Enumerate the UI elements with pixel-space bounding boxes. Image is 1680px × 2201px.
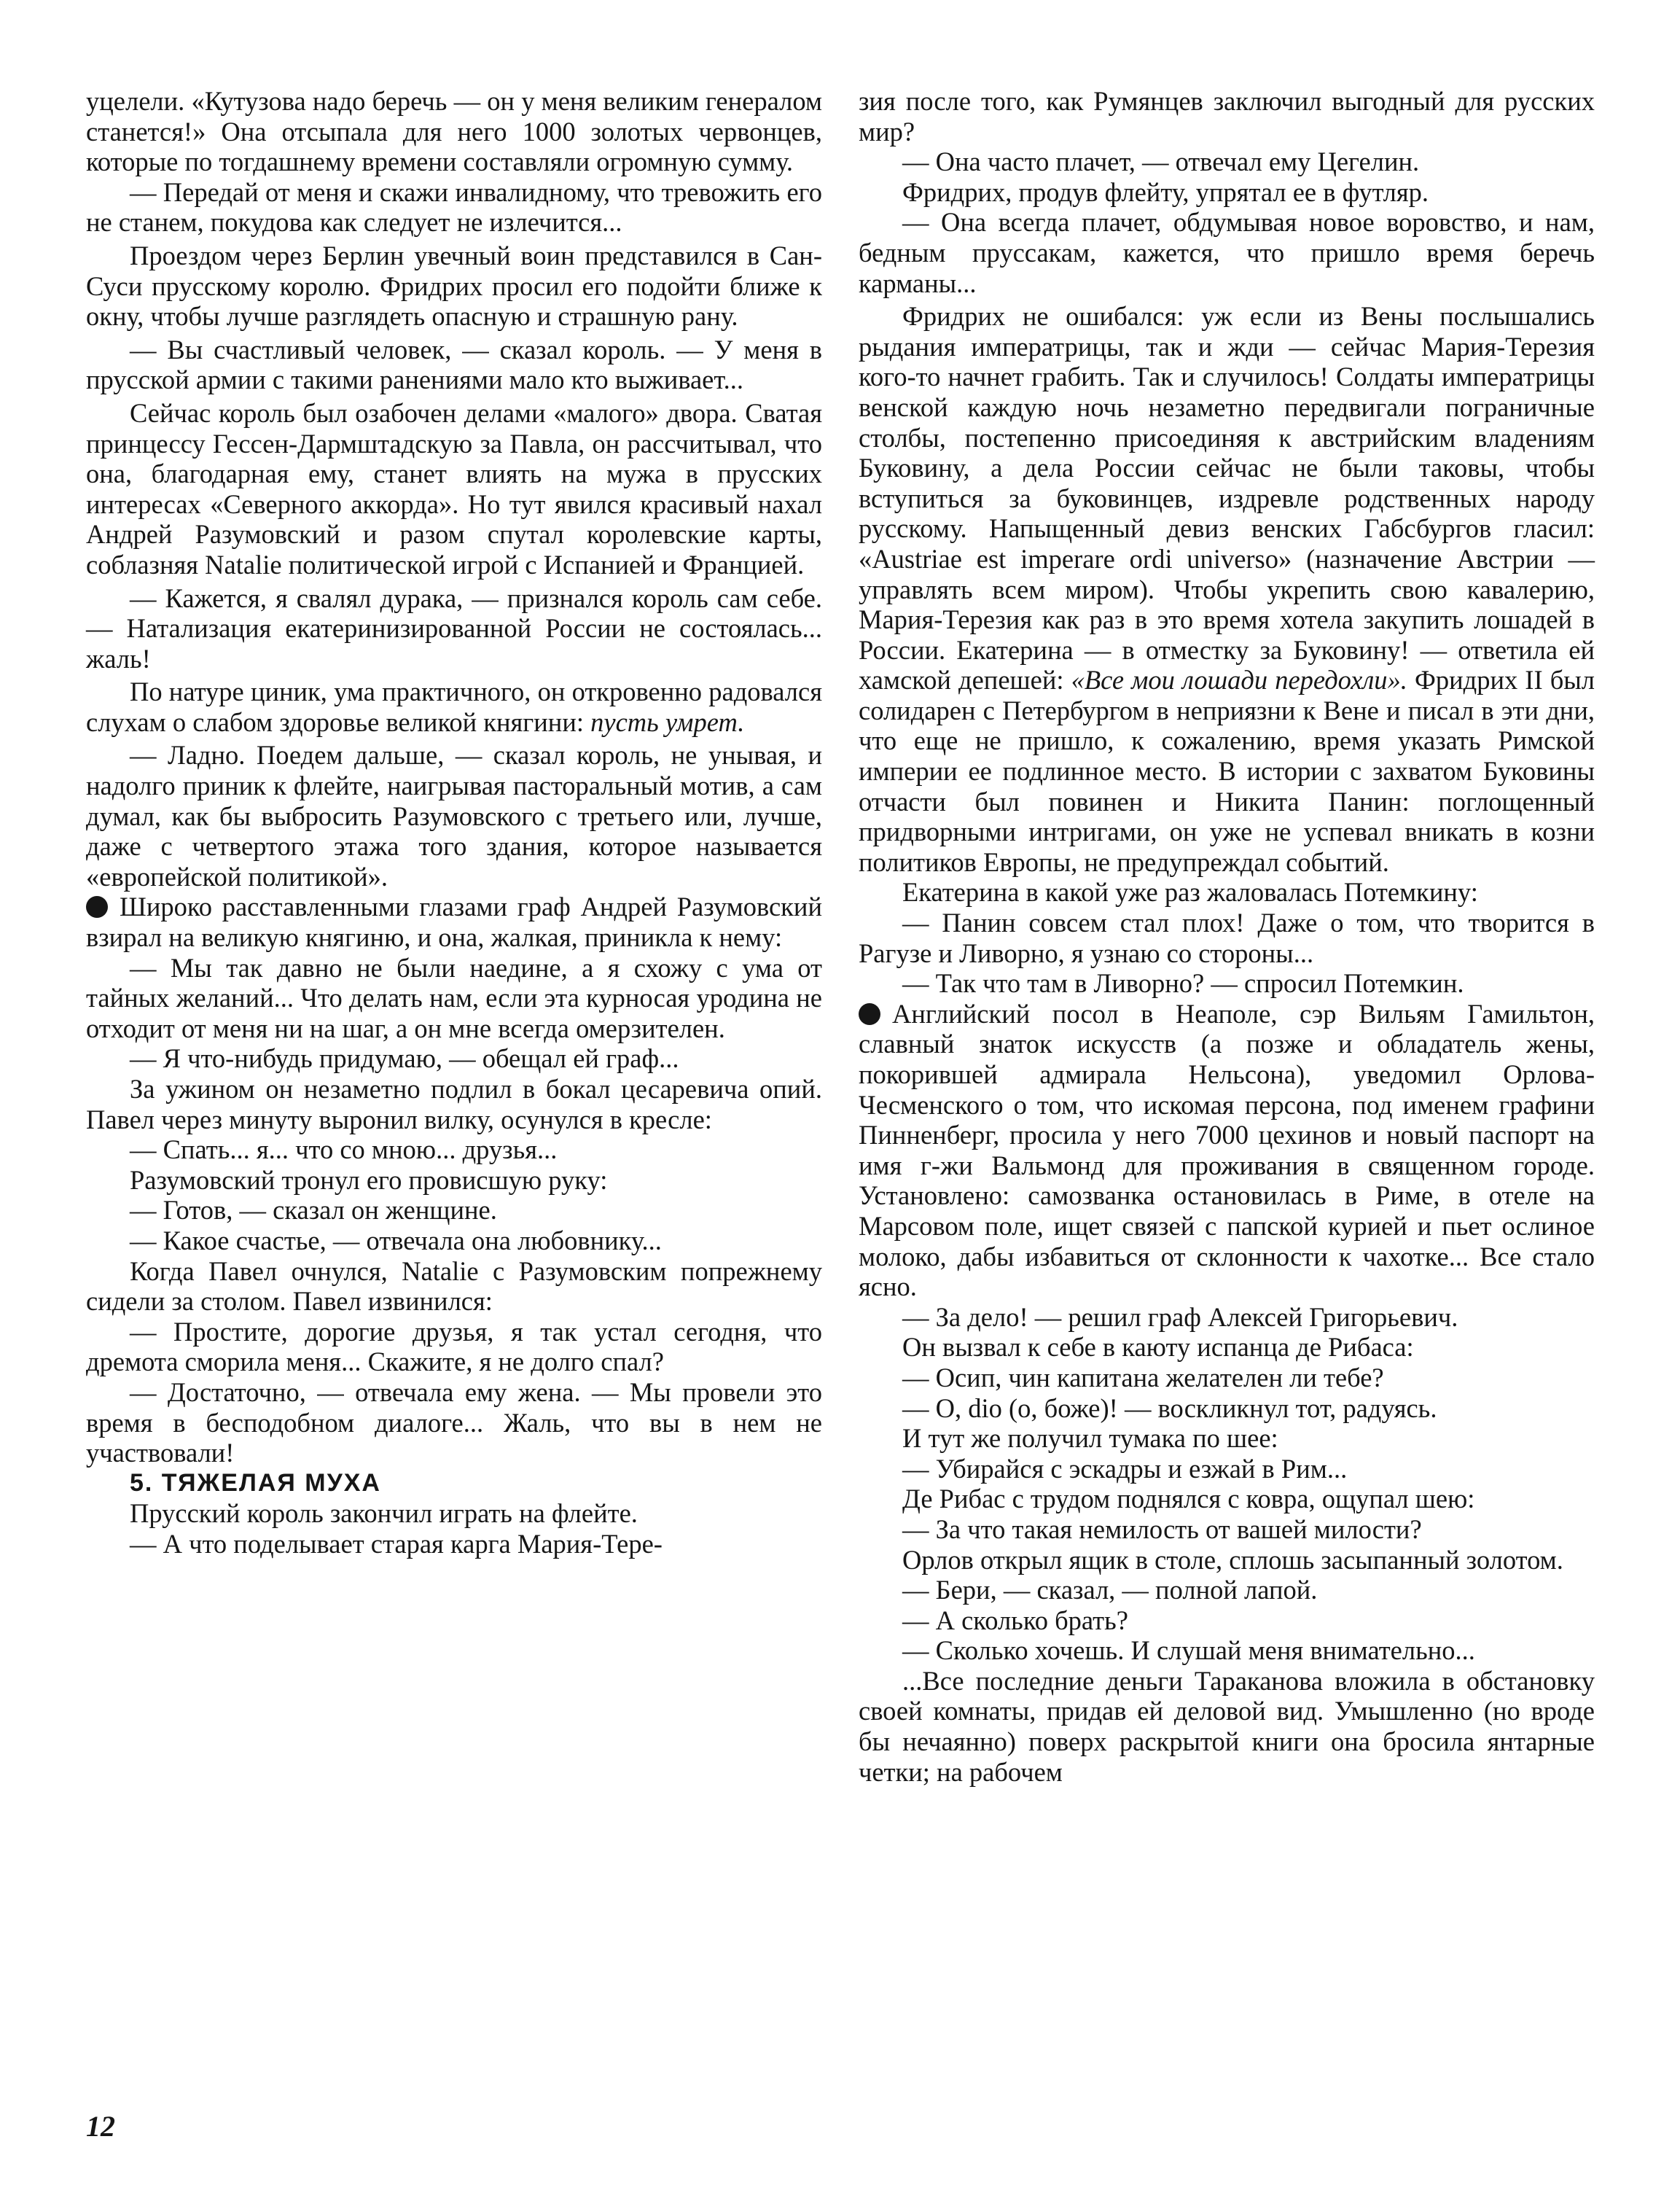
paragraph: — Я что-нибудь придумаю, — обещал ей граф... xyxy=(130,1043,679,1074)
paragraph: Проездом через Берлин увечный воин представился в Сан-Суси прусскому королю. Фридрих просил его подойти ближе к окну, чтобы лучше разглядеть опасную и страшную рану. xyxy=(86,240,822,332)
paragraph: Екатерина в какой уже раз жаловалась Потемкину: xyxy=(902,877,1478,908)
paragraph: И тут же получил тумака по шее: xyxy=(902,1423,1278,1454)
paragraph: — Она всегда плачет, обдумывая новое воровство, и нам, бедным пруссакам, кажется, что пришло время беречь карманы... xyxy=(859,207,1595,298)
paragraph: Прусский король закончил играть на флейте. xyxy=(130,1498,638,1529)
paragraph: — Вы счастливый человек, — сказал король. — У меня в прусской армии с такими ранениями мало кто выживает... xyxy=(86,334,822,395)
paragraph: — Спать... я... что со мною... друзья... xyxy=(130,1134,558,1165)
paragraph: ...Все последние деньги Тараканова вложила в обстановку своей комнаты, придав ей деловой вид. Умышленно (но вроде бы нечаянно) поверх раскрытой книги она бросила янтарные четки; на рабочем xyxy=(859,1665,1595,1787)
paragraph: — За что такая немилость от вашей милости? xyxy=(902,1514,1422,1544)
bullet-paragraph-text: Английский посол в Неаполе, сэр Вильям Гамильтон, славный знаток искусств (а позже и обладатель жены, покорившей адмирала Нельсона), уведомил Орлова-Чесменского о том, что искомая персона, под именем графини Пинненберг, просила у него 7000 цехинов и новый паспорт на имя г-жи Вальмонд для проживания в священном городе. Установлено: самозванка остановилась в Риме, в отеле на Марсовом поле, ищет связей с папской курией и пьет ослиное молоко, дабы избавиться от склонности к чахотке... Все стало ясно. xyxy=(859,998,1595,1302)
paragraph: — Так что там в Ливорно? — спросил Потемкин. xyxy=(902,968,1464,999)
paragraph: — За дело! — решил граф Алексей Григорьевич. xyxy=(902,1301,1458,1332)
right-column xyxy=(859,86,1595,1787)
italic-phrase: пусть умрет. xyxy=(590,706,745,737)
bullet-paragraph xyxy=(859,999,1595,1302)
paragraph-text: Фридрих не ошибался: уж если из Вены послышались рыдания императрицы, так и жди — сейчас Мария-Терезия кого-то начнет грабить. Так и случилось! Солдаты императрицы венской каждую ночь незаметно передвигали пограничные столбы, постепенно присоединяя к австрийским владениям Буковину, а дела России сейчас не были таковы, чтобы вступиться за буковинцев, издревле родственных народу русскому. Напыщенный девиз венских Габсбургов гласил: «Austriae est imperare ordi universo» (назначение Австрии — управлять всем миром). Чтобы укрепить свою кавалерию, Мария-Терезия как раз в это время хотела закупить лошадей в России. Екатерина — в отместку за Буковину! — ответила ей хамской депешей: xyxy=(859,301,1595,696)
bullet-dot-icon xyxy=(859,1003,880,1025)
paragraph: — Осип, чин капитана желателен ли тебе? xyxy=(902,1362,1384,1392)
paragraph: Сейчас король был озабочен делами «малого» двора. Сватая принцессу Гессен-Дармштадскую за Павла, он рассчитывал, что она, благодарная ему, станет влиять на мужа в прусских интересах «Северного аккорда». Но тут явился красивый нахал Андрей Разумовский и разом спутал королевские карты, соблазняя Natalie политической игрой с Испанией и Францией. xyxy=(86,397,822,580)
paragraph: зия после того, как Румянцев заключил выгодный для русских мир? xyxy=(859,86,1595,147)
paragraph: — Панин совсем стал плох! Даже о том, что творится в Рагузе и Ливорно, я узнаю со стороны... xyxy=(859,908,1595,968)
paragraph: За ужином он незаметно подлил в бокал цесаревича опий. Павел через минуту выронил вилку, осунулся в кресле: xyxy=(86,1074,822,1134)
left-column xyxy=(86,86,822,1559)
paragraph: — О, dio (о, боже)! — воскликнул тот, радуясь. xyxy=(902,1392,1437,1423)
paragraph: Фридрих, продув флейту, упрятал ее в футляр. xyxy=(902,176,1429,207)
paragraph: — Ладно. Поедем дальше, — сказал король, не унывая, и надолго приник к флейте, наигрывая пасторальный мотив, а сам думал, как бы выбросить Разумовского с третьего или, лучше, даже с четвертого этажа того здания, которое называется «европейской политикой». xyxy=(86,740,822,892)
paragraph xyxy=(86,677,822,737)
paragraph: — А сколько брать? xyxy=(902,1605,1128,1635)
paragraph: — Убирайся с эскадры и езжай в Рим... xyxy=(902,1453,1348,1484)
bullet-paragraph-text: Широко расставленными глазами граф Андрей Разумовский взирал на великую княгиню, и она, жалкая, приникла к нему: xyxy=(86,892,822,953)
paragraph: — Она часто плачет, — отвечал ему Цегелин. xyxy=(902,147,1420,177)
paragraph: Когда Павел очнулся, Natalie с Разумовским попрежнему сидели за столом. Павел извинился: xyxy=(86,1255,822,1317)
paragraph: — Бери, — сказал, — полной лапой. xyxy=(902,1575,1318,1605)
bullet-paragraph xyxy=(86,892,822,952)
italic-phrase: «Все мои лошади передохли». xyxy=(1071,665,1407,696)
paragraph xyxy=(859,301,1595,877)
paragraph-text: Фридрих II был солидарен с Петербургом в неприязни к Вене и писал в эти дни, что еще не пришло, к сожалению, время указать Римской империи ее подлинное место. В истории с захватом Буковины отчасти был повинен и Никита Панин: поглощенный придворными интригами, он уже не успевал вникать в козни политиков Европы, не предупреждал событий. xyxy=(859,665,1595,877)
paragraph: — Кажется, я свалял дурака, — признался король сам себе. — Натализация екатеринизированной России не состоялась... жаль! xyxy=(86,583,822,674)
bullet-dot-icon xyxy=(86,896,108,918)
paragraph: — Готов, — сказал он женщине. xyxy=(130,1195,497,1226)
paragraph: — Достаточно, — отвечала ему жена. — Мы провели это время в бесподобном диалоге... Жаль, что вы в нем не участвовали! xyxy=(86,1376,822,1468)
page-number: 12 xyxy=(86,2110,115,2143)
paragraph: Он вызвал к себе в каюту испанца де Рибаса: xyxy=(902,1332,1414,1363)
paragraph: Де Рибас с трудом поднялся с ковра, ощупал шею: xyxy=(902,1484,1475,1514)
paragraph: уцелели. «Кутузова надо беречь — он у меня великим генералом станется!» Она отсыпала для него 1000 золотых червонцев, которые по тогдашнему времени составляли огромную сумму. xyxy=(86,86,822,177)
paragraph: — Передай от меня и скажи инвалидному, что тревожить его не станем, покудова как следует не излечится... xyxy=(86,176,822,238)
paragraph: Орлов открыл ящик в столе, сплошь засыпанный золотом. xyxy=(902,1544,1563,1575)
paragraph: — Сколько хочешь. И слушай меня внимательно... xyxy=(902,1635,1475,1666)
paragraph: — Простите, дорогие друзья, я так устал сегодня, что дремота сморила меня... Скажите, я не долго спал? xyxy=(86,1316,822,1377)
paragraph: — А что поделывает старая карга Мария-Тере- xyxy=(130,1528,663,1559)
paragraph: — Мы так давно не были наедине, а я схожу с ума от тайных желаний... Что делать нам, если эта курносая уродина не отходит от меня ни на шаг, а он мне всегда омерзителен. xyxy=(86,952,822,1043)
paragraph: Разумовский тронул его провисшую руку: xyxy=(130,1164,608,1195)
section-title: 5. ТЯЖЕЛАЯ МУХА xyxy=(130,1468,381,1497)
paragraph-text: По натуре циник, ума практичного, он откровенно радовался слухам о слабом здоровье великой княгини: xyxy=(86,677,822,737)
paragraph: — Какое счастье, — отвечала она любовнику... xyxy=(130,1225,662,1255)
